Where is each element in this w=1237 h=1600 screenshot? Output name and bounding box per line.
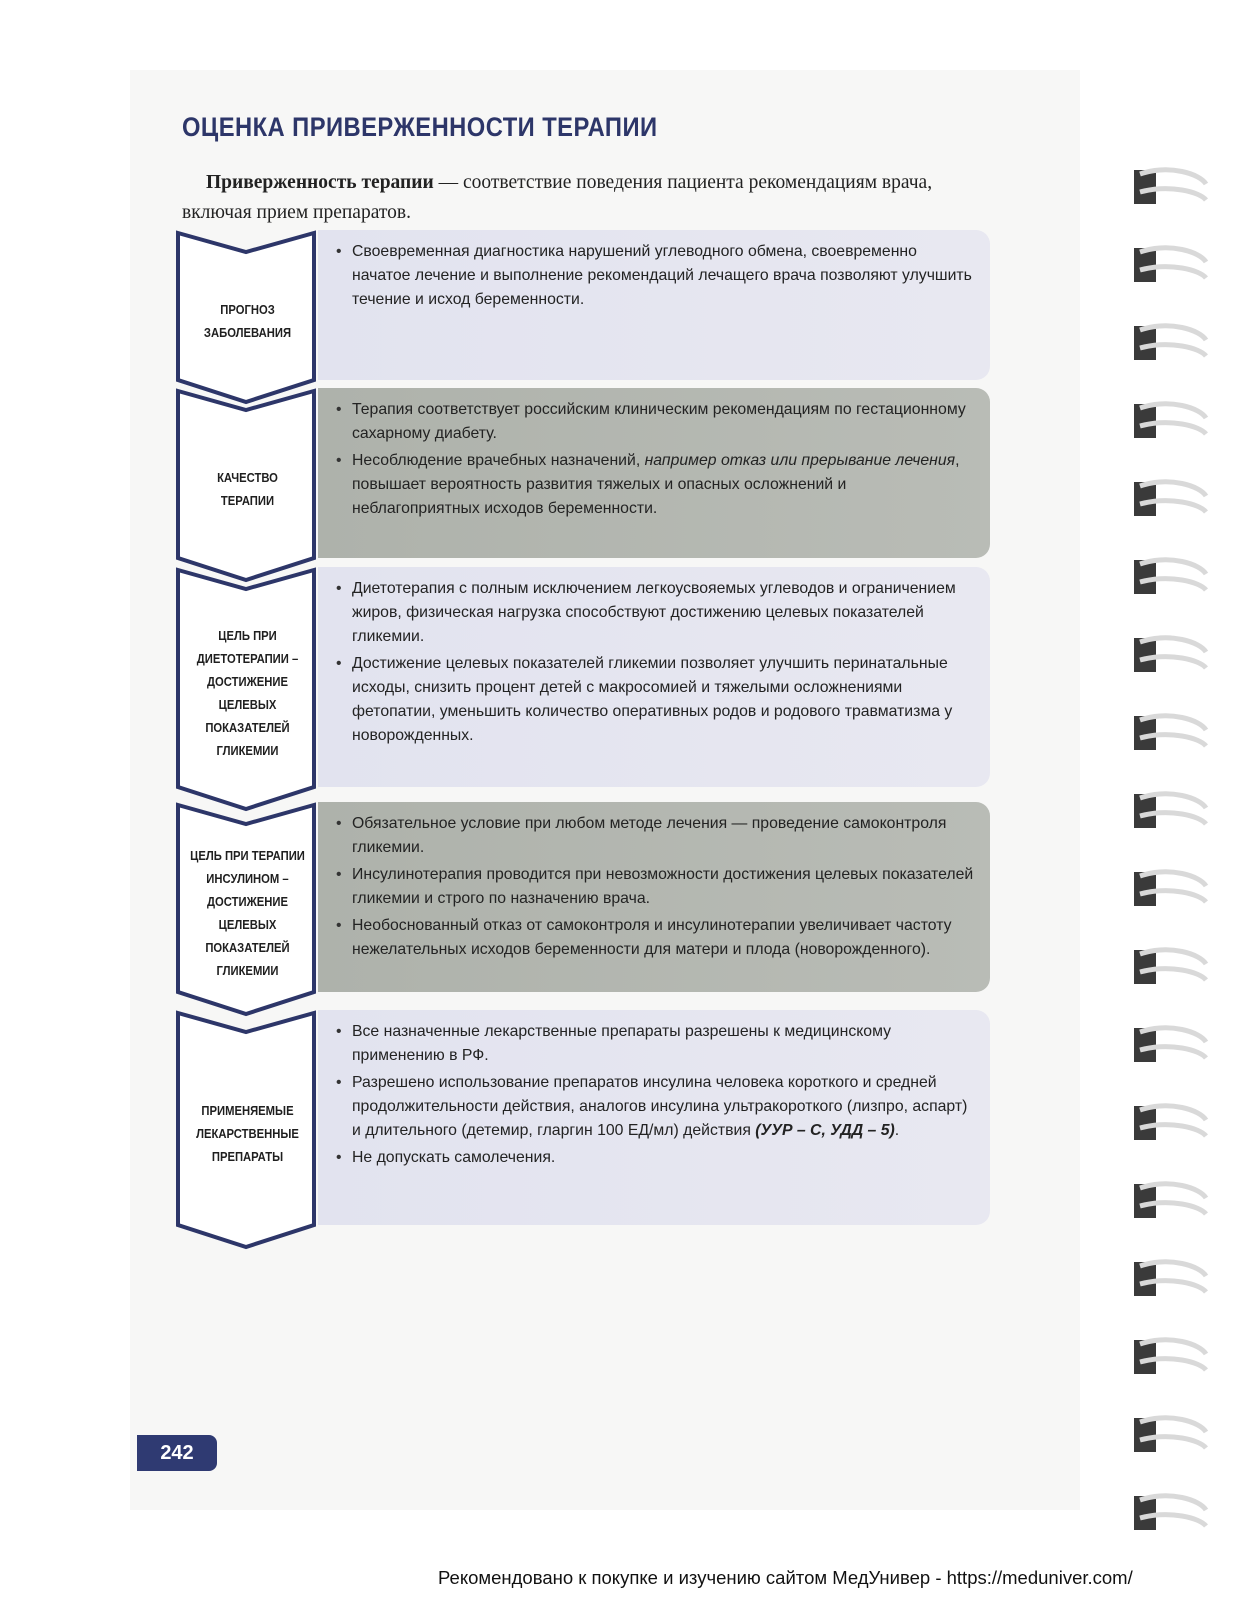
spiral-binding-icon [1130, 150, 1210, 1570]
row-label-line: КАЧЕСТВО [217, 471, 278, 485]
row-label-line: ПРЕПАРАТЫ [211, 1150, 284, 1164]
intro-term: Приверженность терапии [206, 172, 434, 193]
row-content-box [318, 1010, 990, 1225]
diagram-row [175, 388, 990, 588]
row-label-line: ТЕРАПИИ [220, 494, 275, 508]
bullet-item: • Диетотерапия с полным исключением легкоусвояемых углеводов и ограничением жиров, физическая нагрузка способствуют достижению целевых показателей гликемии. [332, 577, 974, 649]
row-content-box [318, 802, 990, 992]
row-label-line: ПРОГНОЗ [220, 303, 275, 317]
row-content-box [318, 567, 990, 787]
row-chevron [175, 567, 320, 817]
bullet-list [332, 1020, 974, 1170]
bullet-item: • Обязательное условие при любом методе лечения — проведение самоконтроля гликемии. [332, 812, 974, 860]
row-label-line: ГЛИКЕМИИ [216, 744, 279, 758]
bullet-item: • Терапия соответствует российским клиническим рекомендациям по гестационному сахарному диабету. [332, 398, 974, 446]
row-label-line: ИНСУЛИНОМ – [206, 872, 289, 886]
footer-recommendation: Рекомендовано к покупке и изучению сайтом МедУнивер - https://meduniver.com/ [438, 1567, 1133, 1588]
row-chevron [175, 802, 320, 1022]
spiral-ring [1134, 170, 1206, 204]
bullet-list [332, 812, 974, 962]
row-chevron [175, 230, 320, 410]
row-label-line: ГЛИКЕМИИ [216, 964, 279, 978]
spiral-ring [1134, 1262, 1206, 1296]
spiral-ring [1134, 872, 1206, 906]
row-label-line: ПОКАЗАТЕЛЕЙ [205, 941, 290, 955]
spiral-ring [1134, 716, 1206, 750]
bullet-item: • Разрешено использование препаратов инсулина человека короткого и средней продолжительности действия, аналогов инсулина ультракороткого (лизпро, аспарт) и длительного (детемир, гларгин 100 ЕД/мл) действия (УУР – С, УДД – 5). [332, 1071, 974, 1143]
row-label-line: ЗАБОЛЕВАНИЯ [203, 326, 292, 340]
bullet-item: • Своевременная диагностика нарушений углеводного обмена, своевременно начатое лечение и выполнение рекомендаций лечащего врача позволяют улучшить течение и исход беременности. [332, 240, 974, 312]
bullet-item: • Инсулинотерапия проводится при невозможности достижения целевых показателей гликемии и строго по назначению врача. [332, 863, 974, 911]
bullet-item: • Достижение целевых показателей гликемии позволяет улучшить перинатальные исходы, снизить процент детей с макросомией и тяжелыми осложнениями фетопатии, уменьшить количество оперативных родов и родового травматизма у новорожденных. [332, 652, 974, 748]
diagram-row [175, 567, 990, 817]
diagram-row [175, 230, 990, 410]
bullet-item: • Не допускать самолечения. [332, 1146, 974, 1170]
spiral-ring [1134, 950, 1206, 984]
spiral-ring [1134, 638, 1206, 672]
row-chevron [175, 1010, 320, 1255]
bullet-item: • Необоснованный отказ от самоконтроля и инсулинотерапии увеличивает частоту нежелательных исходов беременности для матери и плода (новорожденного). [332, 914, 974, 962]
row-label-line: ЦЕЛЬ ПРИ [218, 629, 277, 643]
spiral-ring [1134, 326, 1206, 360]
spiral-ring [1134, 794, 1206, 828]
row-label [188, 1100, 308, 1169]
row-label [188, 845, 308, 983]
row-label-line: ЦЕЛЬ ПРИ ТЕРАПИИ [190, 849, 305, 863]
row-label-line: ЛЕКАРСТВЕННЫЕ [196, 1127, 299, 1141]
spiral-ring [1134, 1340, 1206, 1374]
page-number: 242 [137, 1435, 217, 1471]
row-label-line: ДОСТИЖЕНИЕ [207, 675, 288, 689]
diagram-row [175, 1010, 990, 1255]
spiral-ring [1134, 248, 1206, 282]
intro-paragraph [182, 168, 997, 228]
row-label-line: ДОСТИЖЕНИЕ [207, 895, 288, 909]
page-title: ОЦЕНКА ПРИВЕРЖЕННОСТИ ТЕРАПИИ [182, 112, 658, 142]
row-label [188, 467, 308, 513]
spiral-ring [1134, 482, 1206, 516]
bullet-list [332, 577, 974, 748]
spiral-ring [1134, 1106, 1206, 1140]
spiral-ring [1134, 404, 1206, 438]
row-label-line: ПРИМЕНЯЕМЫЕ [201, 1104, 294, 1118]
row-content-box [318, 230, 990, 380]
book-page [130, 70, 1080, 1510]
bullet-list [332, 398, 974, 521]
spiral-ring [1134, 1184, 1206, 1218]
row-label [188, 299, 308, 345]
bullet-list [332, 240, 974, 312]
row-chevron [175, 388, 320, 588]
spiral-ring [1134, 1496, 1206, 1530]
bullet-item: • Все назначенные лекарственные препараты разрешены к медицинскому применению в РФ. [332, 1020, 974, 1068]
row-label-line: ПОКАЗАТЕЛЕЙ [205, 721, 290, 735]
spiral-ring [1134, 1028, 1206, 1062]
row-label-line: ДИЕТОТЕРАПИИ – [196, 652, 299, 666]
diagram-row [175, 802, 990, 1022]
row-label-line: ЦЕЛЕВЫХ [218, 698, 277, 712]
intro-definition: — соответствие поведения пациента рекомендациям врача, включая прием препаратов. [182, 172, 933, 223]
bullet-item: • Несоблюдение врачебных назначений, например отказ или прерывание лечения, повышает вероятность развития тяжелых и опасных осложнений и неблагоприятных исходов беременности. [332, 449, 974, 521]
row-label [188, 625, 308, 763]
spiral-ring [1134, 1418, 1206, 1452]
row-content-box [318, 388, 990, 558]
row-label-line: ЦЕЛЕВЫХ [218, 918, 277, 932]
spiral-ring [1134, 560, 1206, 594]
